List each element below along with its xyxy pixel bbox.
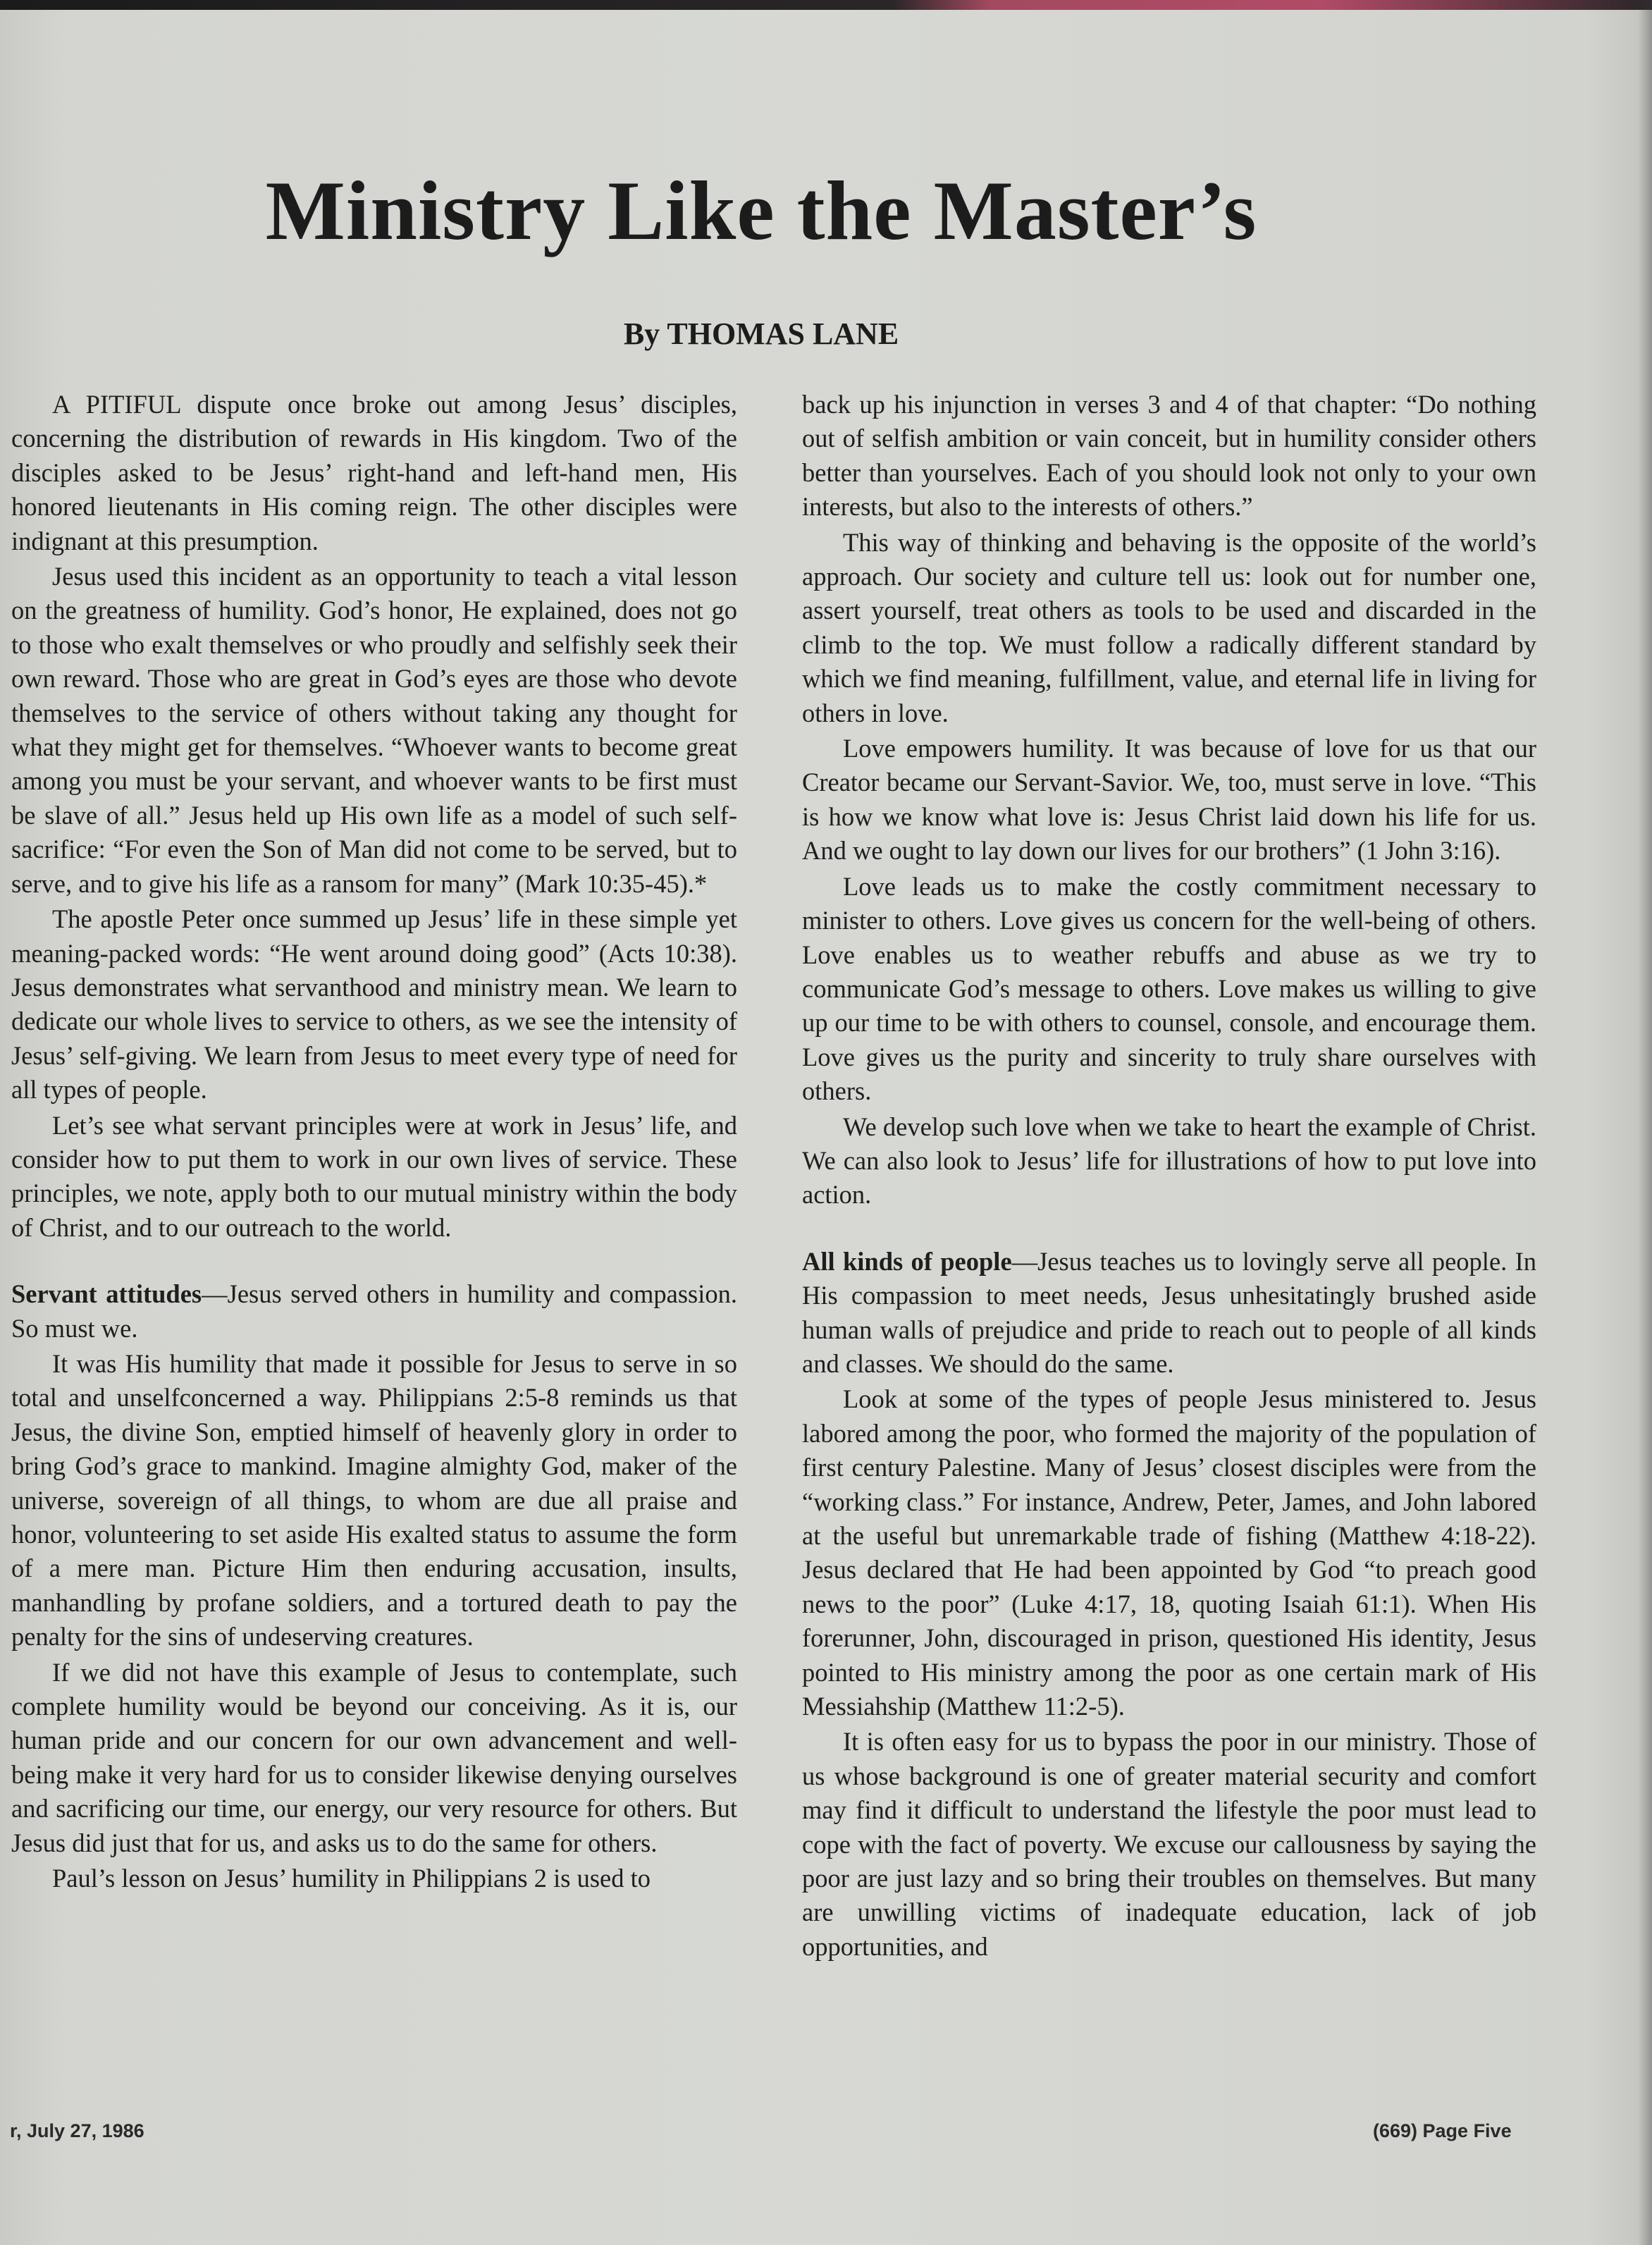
paragraph: The apostle Peter once summed up Jesus’ life in these simple yet meaning-packed words: “He went around doing good” (Acts 10:38). Jesus demonstrates what servanthood and ministry mean. We learn to dedicate our whole lives to service to others, as we see the intensity of Jesus’ self-giving. We learn from Jesus to meet every type of need for all types of people. xyxy=(11,904,737,1105)
paragraph: back up his injunction in verses 3 and 4 of that chapter: “Do nothing out of selfish ambition or vain conceit, but in humility consider others better than yourselves. Each of you should look not only to your own interests, but also to the interests of others.” xyxy=(802,390,1536,522)
article-title: Ministry Like the Master’s xyxy=(265,164,1257,257)
footer-date: r, July 27, 1986 xyxy=(10,2120,144,2141)
paragraph: If we did not have this example of Jesus to contemplate, such complete humility would be beyond our conceiving. As it is, our human pride and our concern for our own advancement and well-being make it very hard for us to consider likewise denying ourselves and sacrificing our time, our energy, our very resource for others. But Jesus did just that for us, and asks us to do the same for others. xyxy=(11,1657,737,1857)
footer-page-number: (669) Page Five xyxy=(1373,2120,1512,2141)
paragraph: Paul’s lesson on Jesus’ humility in Philippians 2 is used to xyxy=(52,1864,651,1893)
paragraph: It is often easy for us to bypass the poor in our ministry. Those of us whose background is one of greater material security and comfort may find it difficult to understand the lifestyle the poor must lead to cope with the fact of poverty. We excuse our callousness by saying the poor are just lazy and so bring their troubles on themselves. But many are unwilling victims of inadequate education, lack of job opportunities, and xyxy=(802,1727,1536,1961)
paragraph: Jesus used this incident as an opportunity to teach a vital lesson on the greatness of humility. God’s honor, He explained, does not go to those who exalt themselves or who proudly and selfishly seek their own reward. Those who are great in God’s eyes are those who devote themselves to the service of others without taking any thought for what they might get for themselves. “Whoever wants to become great among you must be your servant, and whoever wants to be first must be slave of all.” Jesus held up His own life as a model of such self-sacrifice: “For even the Son of Man did not come to be served, but to serve, and to give his life as a ransom for many” (Mark 10:35-45).* xyxy=(11,562,737,898)
article-byline: By THOMAS LANE xyxy=(623,316,899,351)
section-heading-servant-attitudes: Servant attitudes xyxy=(11,1279,202,1309)
section-heading-all-kinds-of-people: All kinds of people xyxy=(802,1246,1012,1276)
paragraph: This way of thinking and behaving is the opposite of the world’s approach. Our society and culture tell us: look out for number one, assert yourself, treat others as tools to be used and discarded in the climb to the top. We must follow a radically different standard by which we find meaning, fulfillment, value, and eternal life in living for others in love. xyxy=(802,527,1536,727)
paragraph: Love leads us to make the costly commitment necessary to minister to others. Love gives us concern for the well-being of others. Love enables us to weather rebuffs and abuse as we try to communicate God’s message to others. Love makes us willing to give up our time to be with others to counsel, console, and encourage them. Love gives us the purity and sincerity to truly share ourselves with others. xyxy=(802,871,1536,1106)
section-lead-text: —Jesus served others in humility and compassion. So must we. xyxy=(11,1279,738,1343)
top-page-edge xyxy=(0,0,1652,10)
section-paragraph xyxy=(11,1277,737,1346)
page-gutter-shadow xyxy=(1638,0,1652,2245)
paragraph: It was His humility that made it possible for Jesus to serve in so total and unselfconcerned a way. Philippians 2:5-8 reminds us that Jesus, the divine Son, emptied himself of heavenly glory in order to bring God’s grace to mankind. Imagine almighty God, maker of the universe, sovereign of all things, to whom are due all praise and honor, volunteering to set aside His exalted status to assume the form of a mere man. Picture Him then enduring accusation, insults, manhandling by profane soldiers, and a tortured death to pay the penalty for the sins of undeserving creatures. xyxy=(11,1348,737,1652)
section-paragraph xyxy=(802,1245,1536,1382)
paragraph: Look at some of the types of people Jesus ministered to. Jesus labored among the poor, who formed the majority of the population of first century Palestine. Many of Jesus’ closest disciples were from the “working class.” For instance, Andrew, Peter, James, and John labored at the useful but unremarkable trade of fishing (Matthew 4:18-22). Jesus declared that He had been appointed by God “to preach good news to the poor” (Luke 4:17, 18, quoting Isaiah 61:1). When His forerunner, John, discouraged in prison, questioned His identity, Jesus pointed to His ministry among the poor as one certain mark of His Messiahship (Matthew 11:2-5). xyxy=(802,1384,1536,1721)
paragraph: Love empowers humility. It was because of love for us that our Creator became our Servant-Savior. We, too, must serve in love. “This is how we know what love is: Jesus Christ laid down his life for us. And we ought to lay down our lives for our brothers” (1 John 3:16). xyxy=(802,734,1536,866)
right-text-column xyxy=(802,388,1536,1965)
paragraph: We develop such love when we take to heart the example of Christ. We can also look to Jesus’ life for illustrations of how to put love into action. xyxy=(802,1112,1536,1210)
paragraph: Let’s see what servant principles were at work in Jesus’ life, and consider how to put them to work in our own lives of service. These principles, we note, apply both to our mutual ministry within the body of Christ, and to our outreach to the world. xyxy=(11,1110,737,1242)
section-lead-text: —Jesus teaches us to lovingly serve all people. In His compassion to meet needs, Jesus unhesitatingly brushed aside human walls of prejudice and pride to reach out to people of all kinds and classes. We should do the same. xyxy=(802,1246,1536,1378)
left-text-column xyxy=(11,388,737,1897)
paragraph: A PITIFUL dispute once broke out among Jesus’ disciples, concerning the distribution of rewards in His kingdom. Two of the disciples asked to be Jesus’ right-hand and left-hand men, His honored lieutenants in His coming reign. The other disciples were indignant at this presumption. xyxy=(11,390,737,555)
